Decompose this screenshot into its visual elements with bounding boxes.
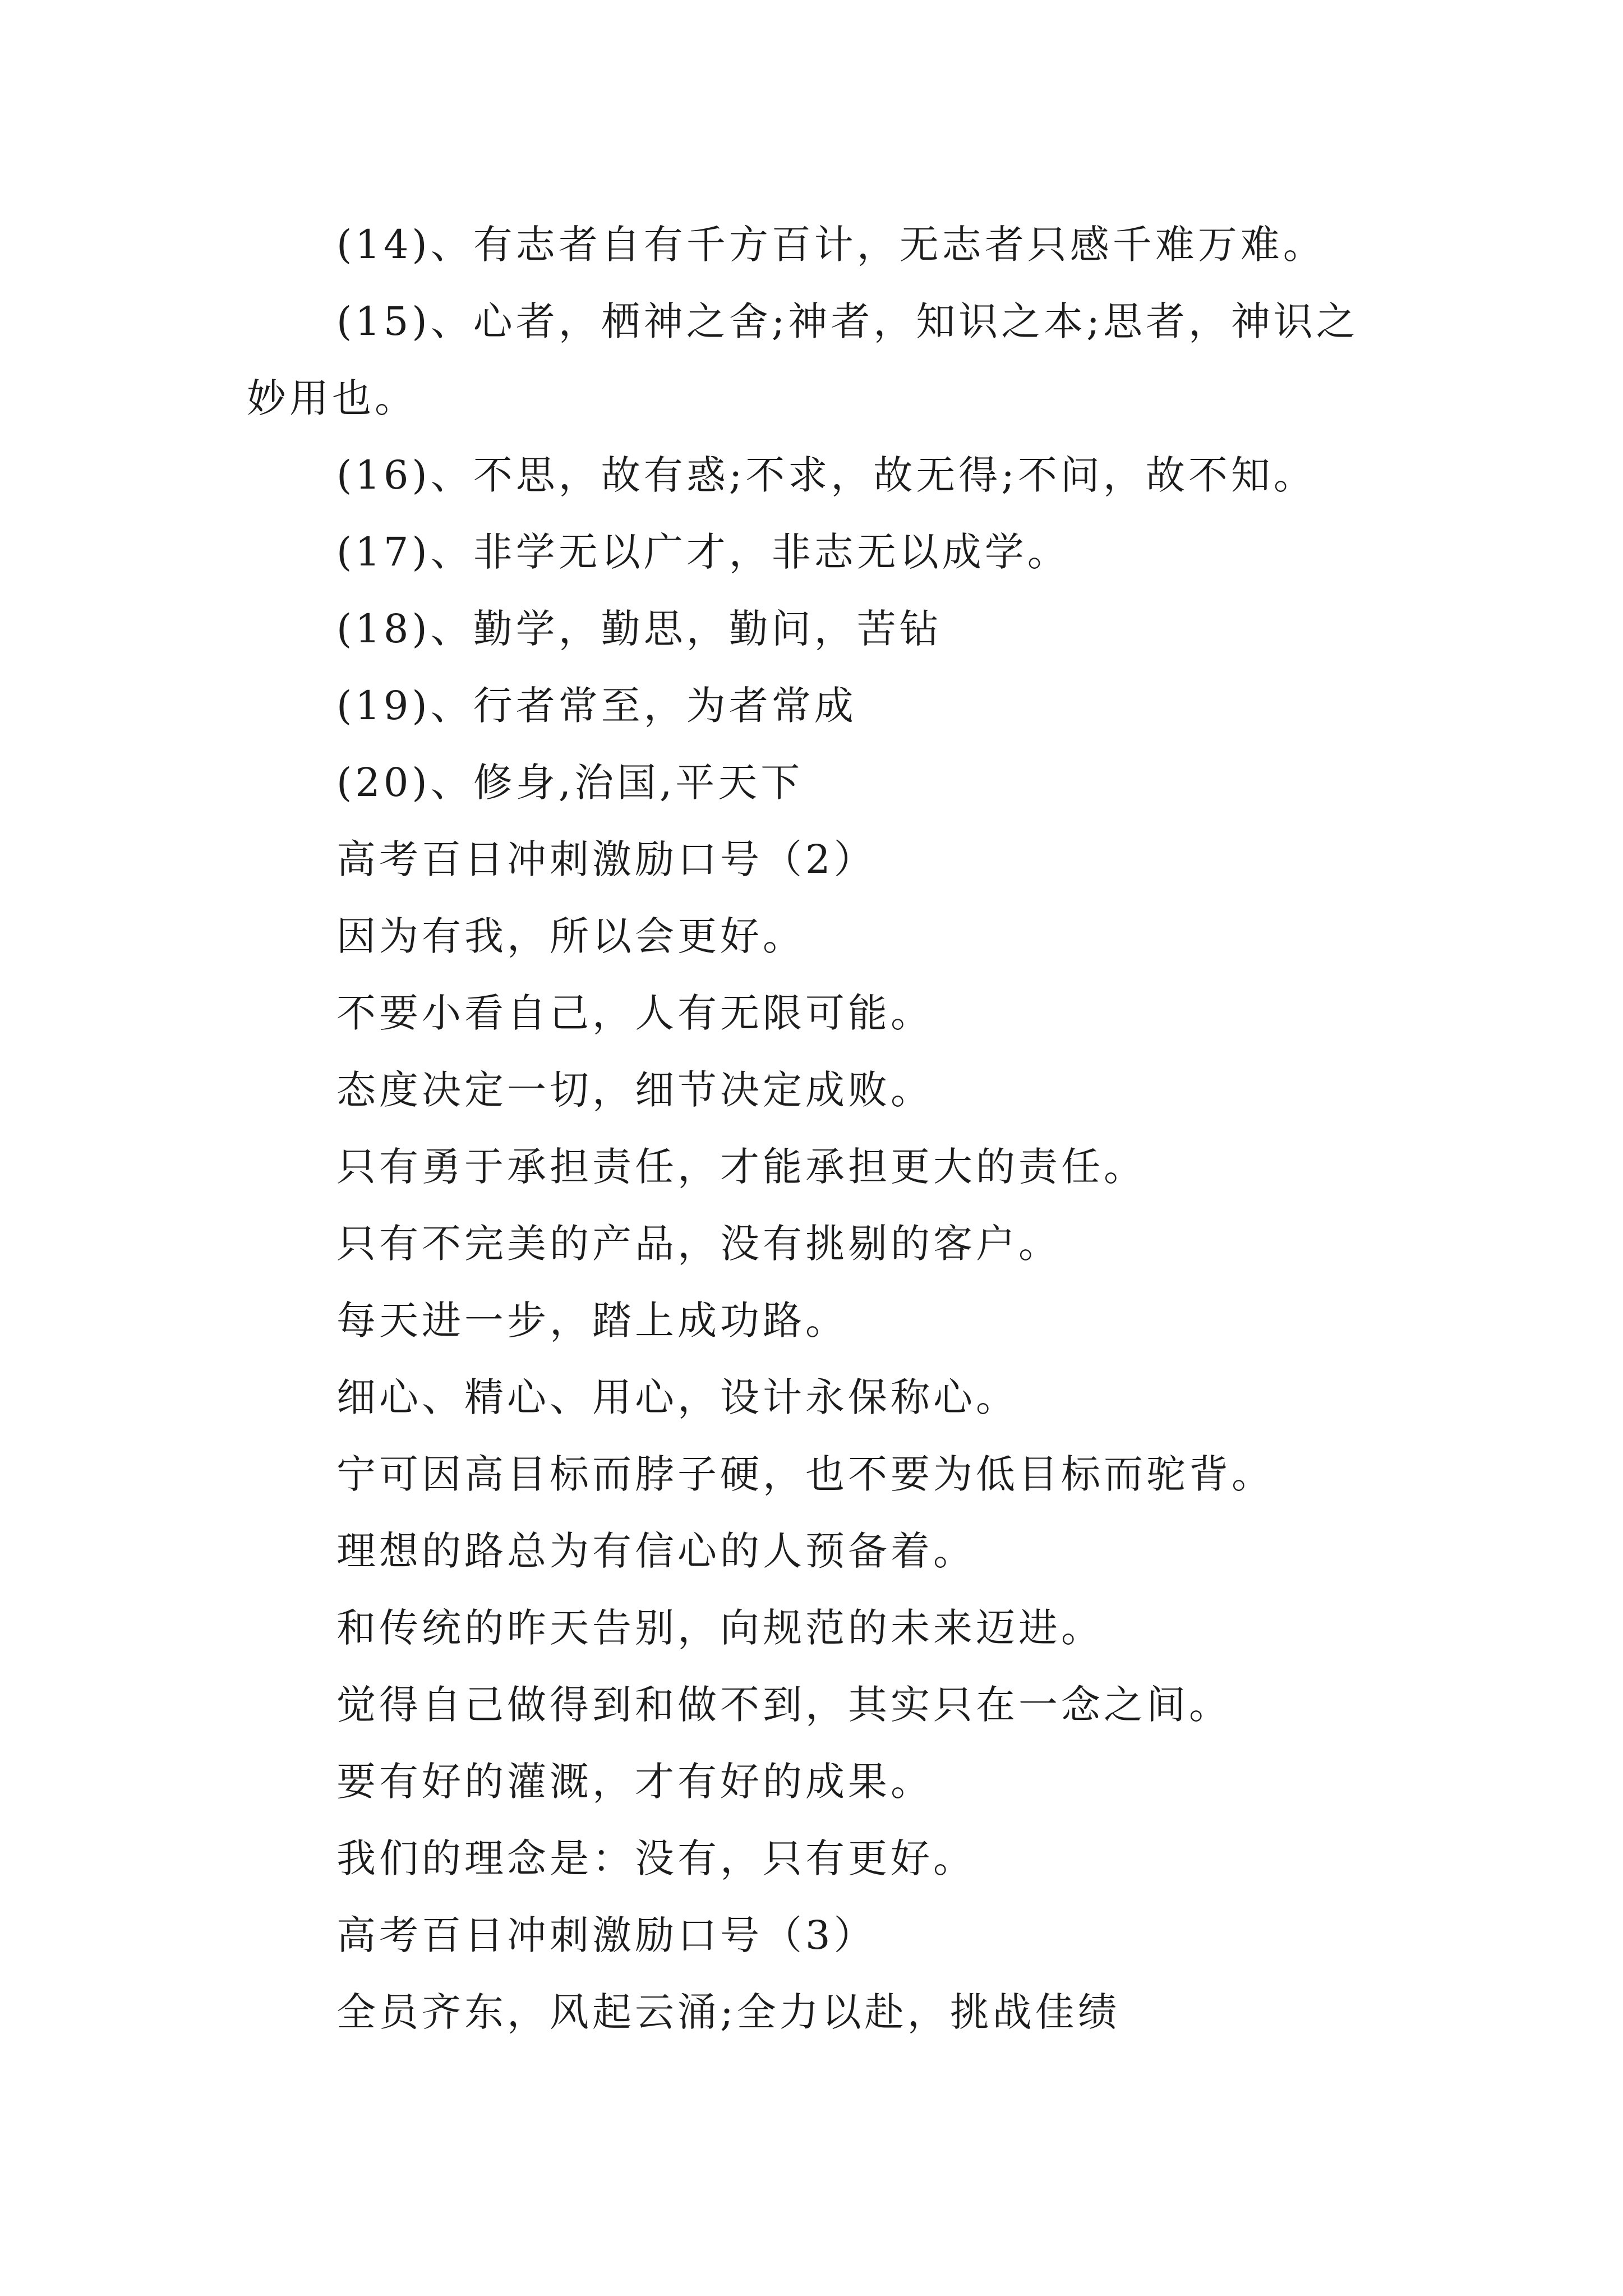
slogan-line: 态度决定一切，细节决定成败。 (336, 1067, 933, 1113)
section-heading-3: 高考百日冲刺激励口号（3） (336, 1912, 877, 1958)
paragraph-quote-15: (15)、心者，栖神之舍;神者，知识之本;思者，神识之妙用也。 (247, 298, 1359, 421)
slogan-line: 因为有我，所以会更好。 (336, 913, 805, 959)
paragraph-quote-18: (18)、勤学，勤思，勤问，苦钻 (336, 606, 942, 652)
slogan-line: 只有不完美的产品，没有挑剔的客户。 (336, 1221, 1061, 1267)
slogan-line: 我们的理念是：没有，只有更好。 (336, 1835, 976, 1881)
slogan-line: 觉得自己做得到和做不到，其实只在一念之间。 (336, 1682, 1232, 1728)
slogan-line: 全员齐东，风起云涌;全力以赴，挑战佳绩 (336, 1989, 1121, 2035)
paragraph-quote-17: (17)、非学无以广才，非志无以成学。 (336, 529, 1070, 575)
section-heading-2: 高考百日冲刺激励口号（2） (336, 836, 877, 882)
slogan-line: 理想的路总为有信心的人预备着。 (336, 1528, 976, 1574)
slogan-line: 只有勇于承担责任，才能承担更大的责任。 (336, 1144, 1146, 1190)
slogan-line: 要有好的灌溉，才有好的成果。 (336, 1759, 933, 1805)
slogan-line: 宁可因高目标而脖子硬，也不要为低目标而驼背。 (336, 1451, 1274, 1497)
paragraph-quote-19: (19)、行者常至，为者常成 (336, 683, 857, 729)
slogan-line: 每天进一步，踏上成功路。 (336, 1297, 848, 1343)
paragraph-quote-20: (20)、修身,治国,平天下 (336, 760, 804, 806)
document-body (247, 206, 1396, 2051)
slogan-line: 细心、精心、用心，设计永保称心。 (336, 1374, 1018, 1420)
slogan-line: 和传统的昨天告别，向规范的未来迈进。 (336, 1605, 1104, 1651)
slogan-line: 不要小看自己，人有无限可能。 (336, 990, 933, 1036)
paragraph-quote-14: (14)、有志者自有千方百计，无志者只感千难万难。 (336, 222, 1326, 268)
paragraph-quote-16: (16)、不思，故有惑;不求，故无得;不问，故不知。 (336, 452, 1316, 498)
